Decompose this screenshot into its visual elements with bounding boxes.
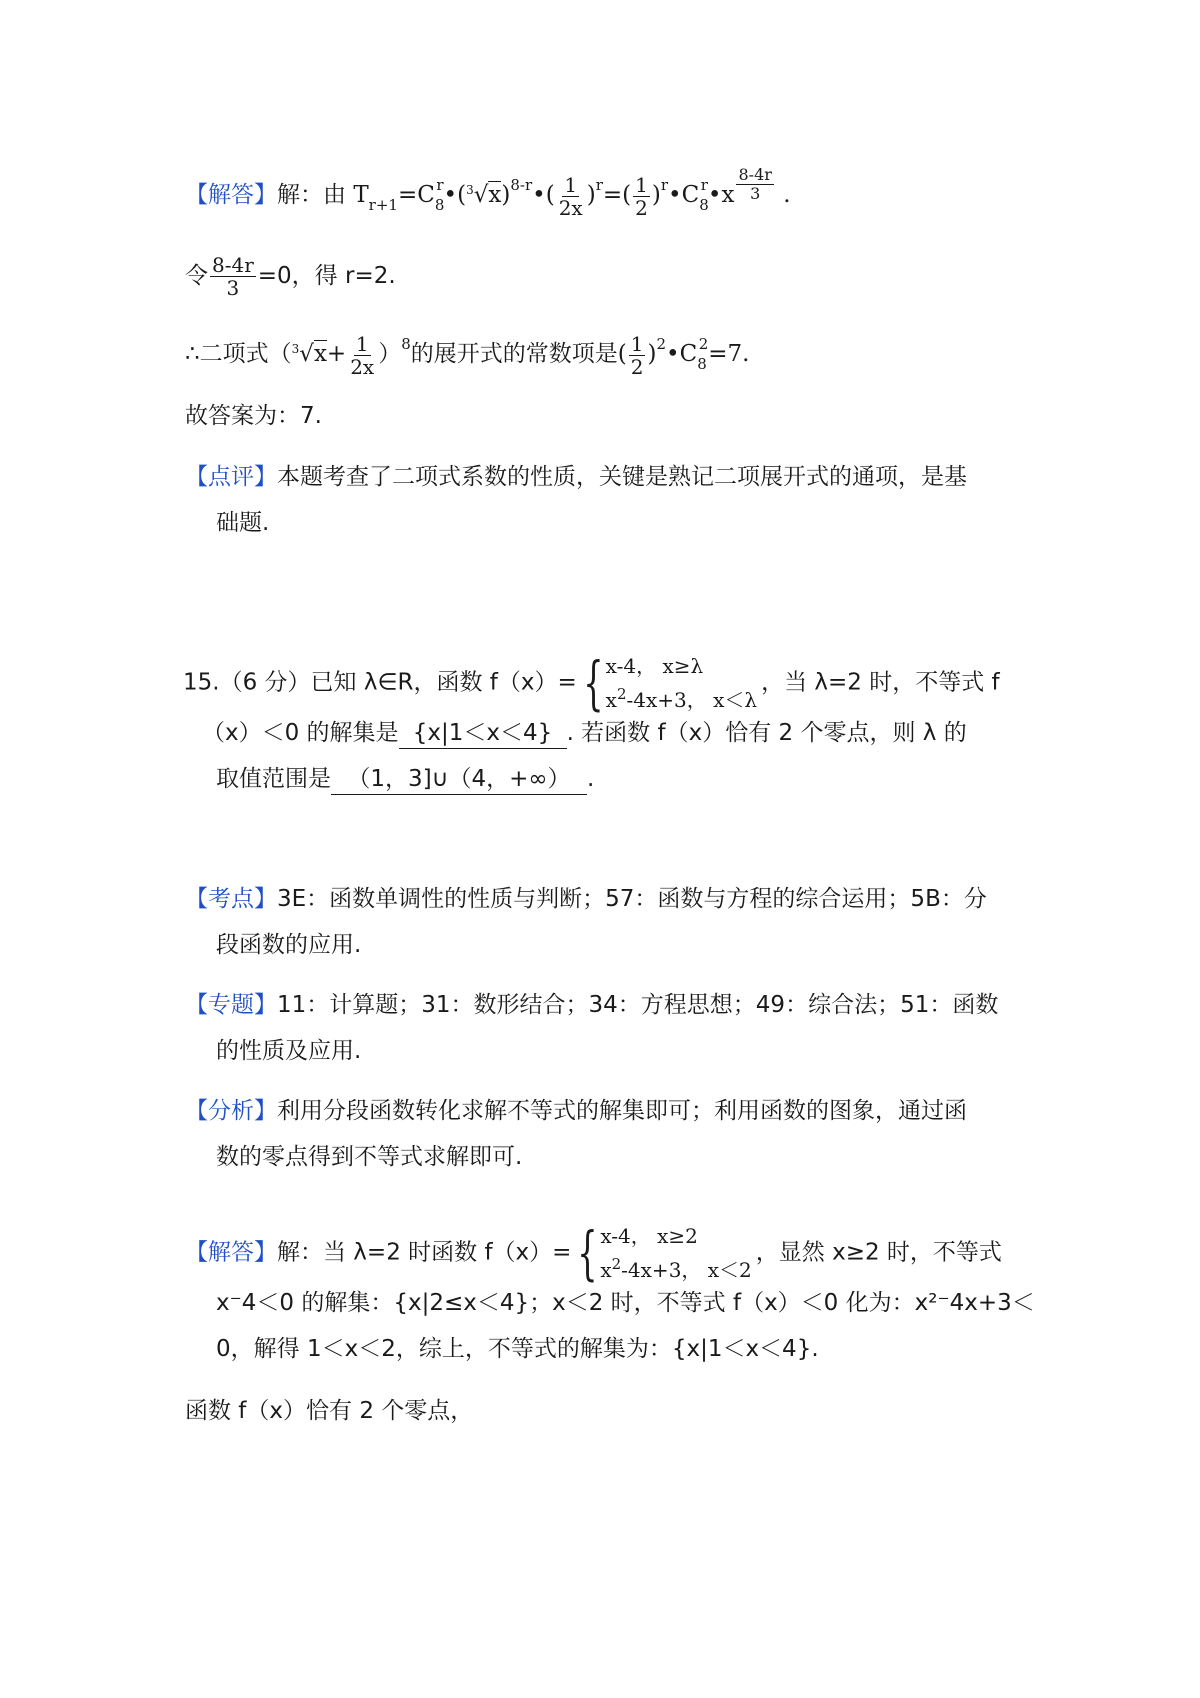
zhuanti-line-1: 【专题】11：计算题；31：数形结合；34：方程思想；49：综合法；51：函数 [185, 992, 999, 1018]
zhuanti-line-2: 的性质及应用. [216, 1038, 362, 1064]
comment-line-2: 础题. [216, 510, 270, 536]
answer-line-3: ∴二项式（$^3$√x+ $\frac{1}{2x}$ ）$^8$的展开式的常数项是( $\frac{1}{2}$ )$^2•C_8^2=7$. [185, 331, 750, 379]
answer-lead: 解：由 [277, 182, 346, 208]
question-15-line-2: （x）＜0 的解集是 {x|1＜x＜4} . 若函数 f（x）恰有 2 个零点，则 λ 的 [202, 718, 967, 749]
fenxi-tag: 【分析】 [185, 1098, 277, 1124]
answer-result: 故答案为：7. [185, 403, 322, 429]
answer-line-1 [185, 166, 791, 220]
jieda-line-3: 0，解得 1＜x＜2，综上，不等式的解集为：{x|1＜x＜4}. [216, 1336, 819, 1362]
zhuanti-tag: 【专题】 [185, 992, 277, 1018]
piecewise-function: { x-4， x≥λ $x^2-4x+3$， x＜λ [583, 649, 758, 717]
kaodian-line-1: 【考点】3E：函数单调性的性质与判断；57：函数与方程的综合运用；5B：分 [185, 886, 987, 912]
comment-line-1: 【点评】本题考查了二项式系数的性质，关键是熟记二项展开式的通项，是基 [185, 464, 967, 490]
fenxi-line-1: 【分析】利用分段函数转化求解不等式的解集即可；利用函数的图象，通过函 [185, 1098, 967, 1124]
jieda-line-2: x⁻4＜0 的解集：{x|2≤x＜4}；x＜2 时，不等式 f（x）＜0 化为：x²⁻4x+3＜ [216, 1290, 1035, 1316]
question-15-line-1: 15.（6 分）已知 λ∈R，函数 f（x）= { x-4， x≥λ $x^2-4x+3$， x＜λ ，当 λ=2 时，不等式 f [183, 649, 1000, 717]
answer-blank-1: {x|1＜x＜4} [399, 718, 567, 749]
piecewise-function-lambda-2: { x-4， x≥2 $x^2-4x+3$， x＜2 [577, 1219, 752, 1287]
kaodian-line-2: 段函数的应用. [216, 932, 362, 958]
answer-line-2: 令 $\frac{8-4r}{3}$ =0，得 r=2. [185, 253, 396, 300]
jieda-tag: 【解答】 [185, 1239, 277, 1266]
answer-tag: 【解答】 [185, 182, 277, 208]
general-term-formula: $T_{r+1}=C_8^r•(^3√x)^{8-r}•$( $\frac{1}{2x}$ )$^r$=( $\frac{1}{2}$ )$^r•C_8^r•x$ $\frac{8-4r}{3}$ . [353, 165, 791, 220]
question-15-line-3: 取值范围是 （1，3]∪（4，+∞） . [216, 764, 594, 795]
fenxi-line-2: 数的零点得到不等式求解即可. [216, 1144, 523, 1170]
jieda-line-1: 【解答】解：当 λ=2 时函数 f（x）= { x-4， x≥2 $x^2-4x+3$， x＜2 ，显然 x≥2 时，不等式 [185, 1219, 1002, 1287]
comment-tag: 【点评】 [185, 464, 277, 490]
exponent-fraction: $\frac{8-4r}{3}$ [212, 253, 254, 300]
jieda-line-4: 函数 f（x）恰有 2 个零点， [185, 1398, 474, 1424]
answer-blank-2: （1，3]∪（4，+∞） [331, 764, 587, 795]
kaodian-tag: 【考点】 [185, 886, 277, 912]
